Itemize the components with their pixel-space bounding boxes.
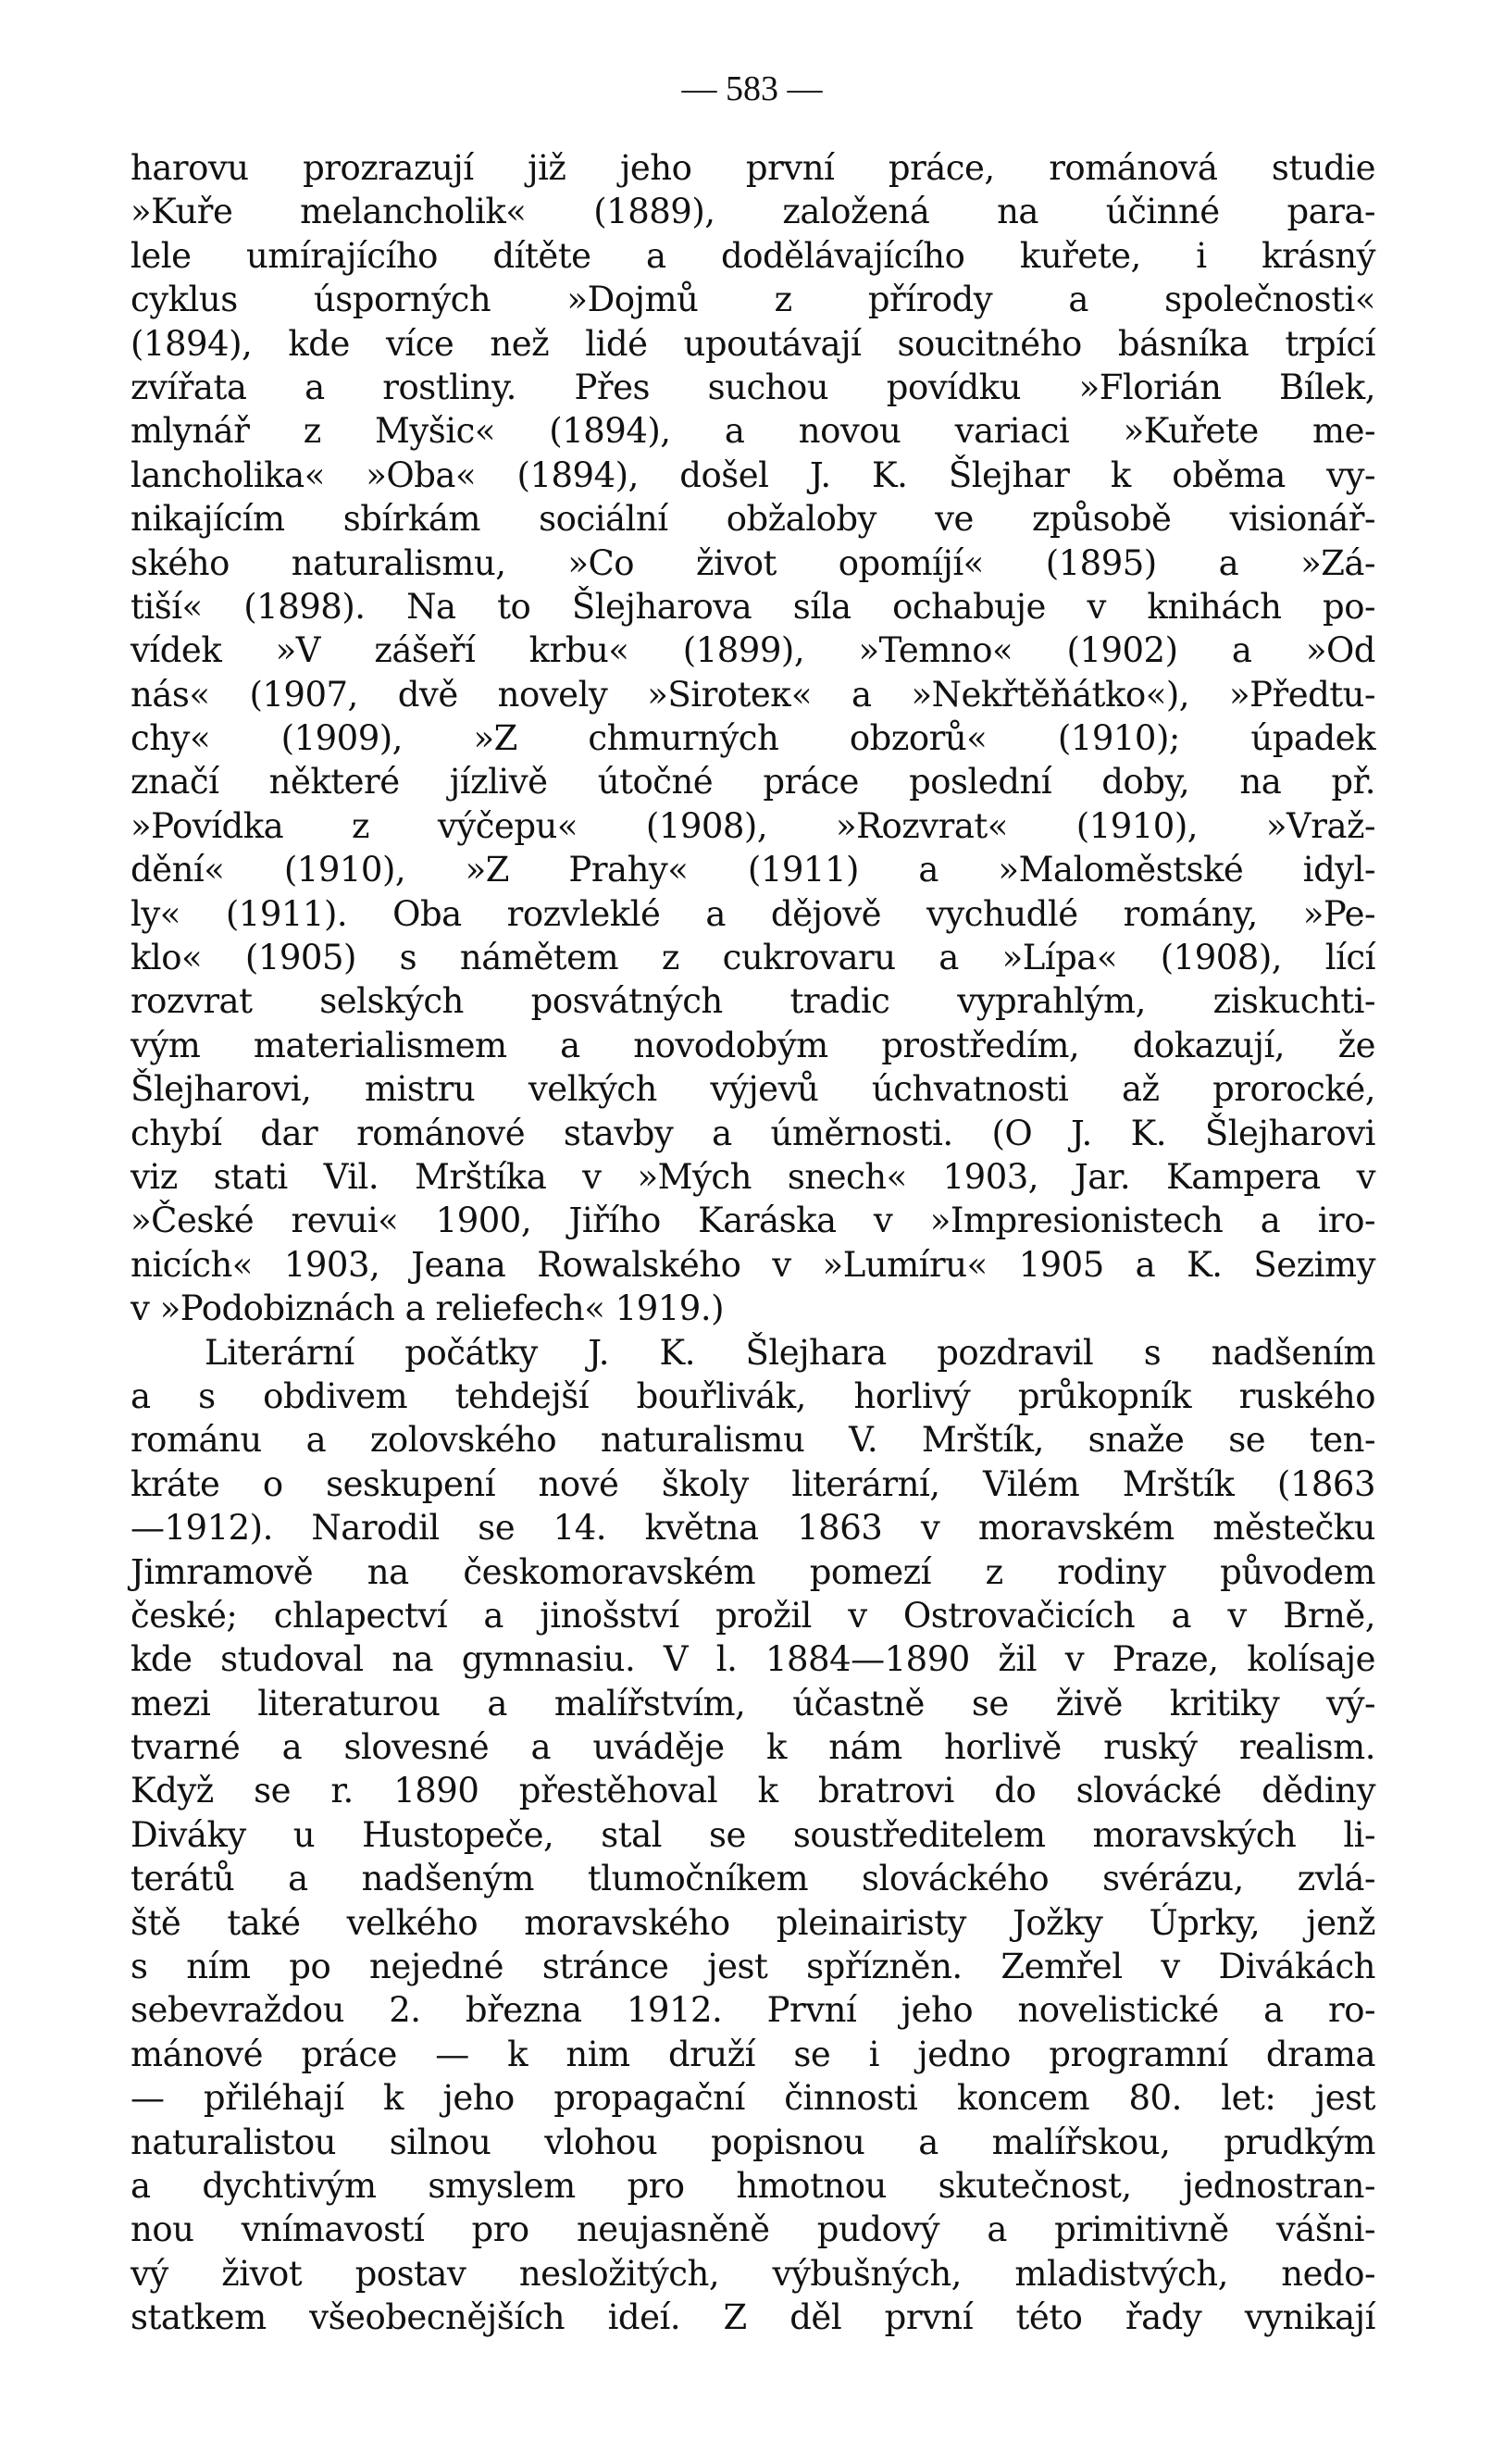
text-line: mezi literaturou a malířstvím, účastně se živě kritiky vý- — [131, 1683, 1375, 1724]
text-line: románu a zolovského naturalismu V. Mrštík, snaže se ten- — [131, 1420, 1375, 1461]
text-line: harovu prozrazují již jeho první práce, románová studie — [131, 148, 1375, 188]
text-line: klo« (1905) s námětem z cukrovaru a »Lípa« (1908), lící — [131, 938, 1375, 978]
text-line: tvarné a slovesné a uváděje k nám horlivě ruský realism. — [131, 1727, 1375, 1768]
text-line: statkem všeobecnějších ideí. Z děl první této řady vynikají — [131, 2297, 1375, 2338]
text-line: »Kuře melancholik« (1889), založená na účinné para- — [131, 192, 1375, 232]
text-line: vídek »V zášeří krbu« (1899), »Temno« (1902) a »Od — [131, 630, 1375, 671]
text-line: tiší« (1898). Na to Šlejharova síla ochabuje v knihách po- — [131, 586, 1375, 627]
text-line: a s obdivem tehdejší bouřlivák, horlivý průkopník ruského — [131, 1375, 1375, 1416]
text-line: Diváky u Hustopeče, stal se soustředitelem moravských li- — [131, 1814, 1375, 1855]
text-line: Když se r. 1890 přestěhoval k bratrovi do slovácké dědiny — [131, 1771, 1375, 1811]
text-line: vý život postav nesložitých, výbušných, mladistvých, nedo- — [131, 2253, 1375, 2294]
text-line: mlynář z Myšic« (1894), a novou variaci »Kuřete me- — [131, 411, 1375, 452]
text-line: nicích« 1903, Jeana Rowalského v »Lumíru« 1905 a K. Sezimy — [131, 1244, 1375, 1285]
text-line: terátů a nadšeným tlumočníkem slováckého svérázu, zvlá- — [131, 1859, 1375, 1899]
text-line: kráte o seskupení nové školy literární, Vilém Mrštík (1863 — [131, 1463, 1375, 1504]
text-line: s ním po nejedné stránce jest spřízněn. Zemřel v Divákách — [131, 1947, 1375, 1987]
text-line: ského naturalismu, »Co život opomíjí« (1895) a »Zá- — [131, 542, 1375, 583]
text-line: zvířata a rostliny. Přes suchou povídku »Florián Bílek, — [131, 367, 1375, 407]
text-line: (1894), kde více než lidé upoutávají soucitného básníka trpící — [131, 323, 1375, 364]
text-line: mánové práce — k nim druží se i jedno programní drama — [131, 2034, 1375, 2074]
body-text — [131, 146, 1375, 2340]
text-line: nikajícím sbírkám sociální obžaloby ve způsobě visionář- — [131, 499, 1375, 540]
text-line: a dychtivým smyslem pro hmotnou skutečnost, jednostran- — [131, 2165, 1375, 2206]
page-number: — 583 — — [681, 69, 823, 108]
text-line: viz stati Vil. Mrštíka v »Mých snech« 1903, Jar. Kampera v — [131, 1156, 1375, 1197]
text-line: značí některé jízlivě útočné práce poslední doby, na př. — [131, 762, 1375, 803]
text-line: v »Podobiznách a reliefech« 1919.) — [131, 1288, 725, 1329]
text-line: ště také velkého moravského pleinairisty Jožky Úprky, jenž — [131, 1902, 1375, 1943]
text-line: Šlejharovi, mistru velkých výjevů úchvatnosti až prorocké, — [131, 1069, 1375, 1110]
text-line: chybí dar románové stavby a úměrnosti. (O J. K. Šlejharovi — [131, 1113, 1375, 1153]
text-line: naturalistou silnou vlohou popisnou a malířskou, prudkým — [131, 2122, 1375, 2162]
text-line: rozvrat selských posvátných tradic vyprahlým, ziskuchti- — [131, 981, 1375, 1022]
text-line: — přiléhají k jeho propagační činnosti koncem 80. let: jest — [131, 2078, 1375, 2119]
text-line: nás« (1907, dvě novely »Siroteк« a »Nekřtěňátko«), »Předtu- — [131, 674, 1375, 715]
text-line: lancholika« »Oba« (1894), došel J. K. Šlejhar k oběma vy- — [131, 454, 1375, 495]
text-line: ly« (1911). Oba rozvleklé a dějově vychudlé romány, »Pe- — [131, 893, 1375, 934]
text-line: lele umírajícího dítěte a dodělávajícího kuřete, i krásný — [131, 235, 1375, 276]
text-line: nou vnímavostí pro neujasněně pudový a primitivně vášni- — [131, 2209, 1375, 2250]
text-line: Jimramově na českomoravském pomezí z rodiny původem — [131, 1551, 1375, 1592]
text-line: chy« (1909), »Z chmurných obzorů« (1910); úpadek — [131, 718, 1375, 759]
text-line: sebevraždou 2. března 1912. První jeho novelistické a ro- — [131, 1990, 1375, 2031]
text-line: české; chlapectví a jinošství prožil v Ostrovačicích a v Brně, — [131, 1595, 1375, 1636]
text-line: cyklus úsporných »Dojmů z přírody a společnosti« — [131, 280, 1375, 320]
text-line: vým materialismem a novodobým prostředím, dokazují, že — [131, 1025, 1375, 1065]
text-line: »Povídka z výčepu« (1908), »Rozvrat« (1910), »Vraž- — [131, 805, 1375, 846]
text-line: »České revui« 1900, Jiřího Karáska v »Impresionistech a iro- — [131, 1201, 1375, 1241]
text-line: Literární počátky J. K. Šlejhara pozdravil s nadšením — [205, 1332, 1375, 1373]
text-line: dění« (1910), »Z Prahy« (1911) a »Maloměstské idyl- — [131, 850, 1375, 890]
text-line: kde studoval na gymnasiu. V l. 1884—1890 žil v Praze, kolísaje — [131, 1639, 1375, 1680]
text-line: —1912). Narodil se 14. května 1863 v moravském městečku — [131, 1508, 1375, 1549]
